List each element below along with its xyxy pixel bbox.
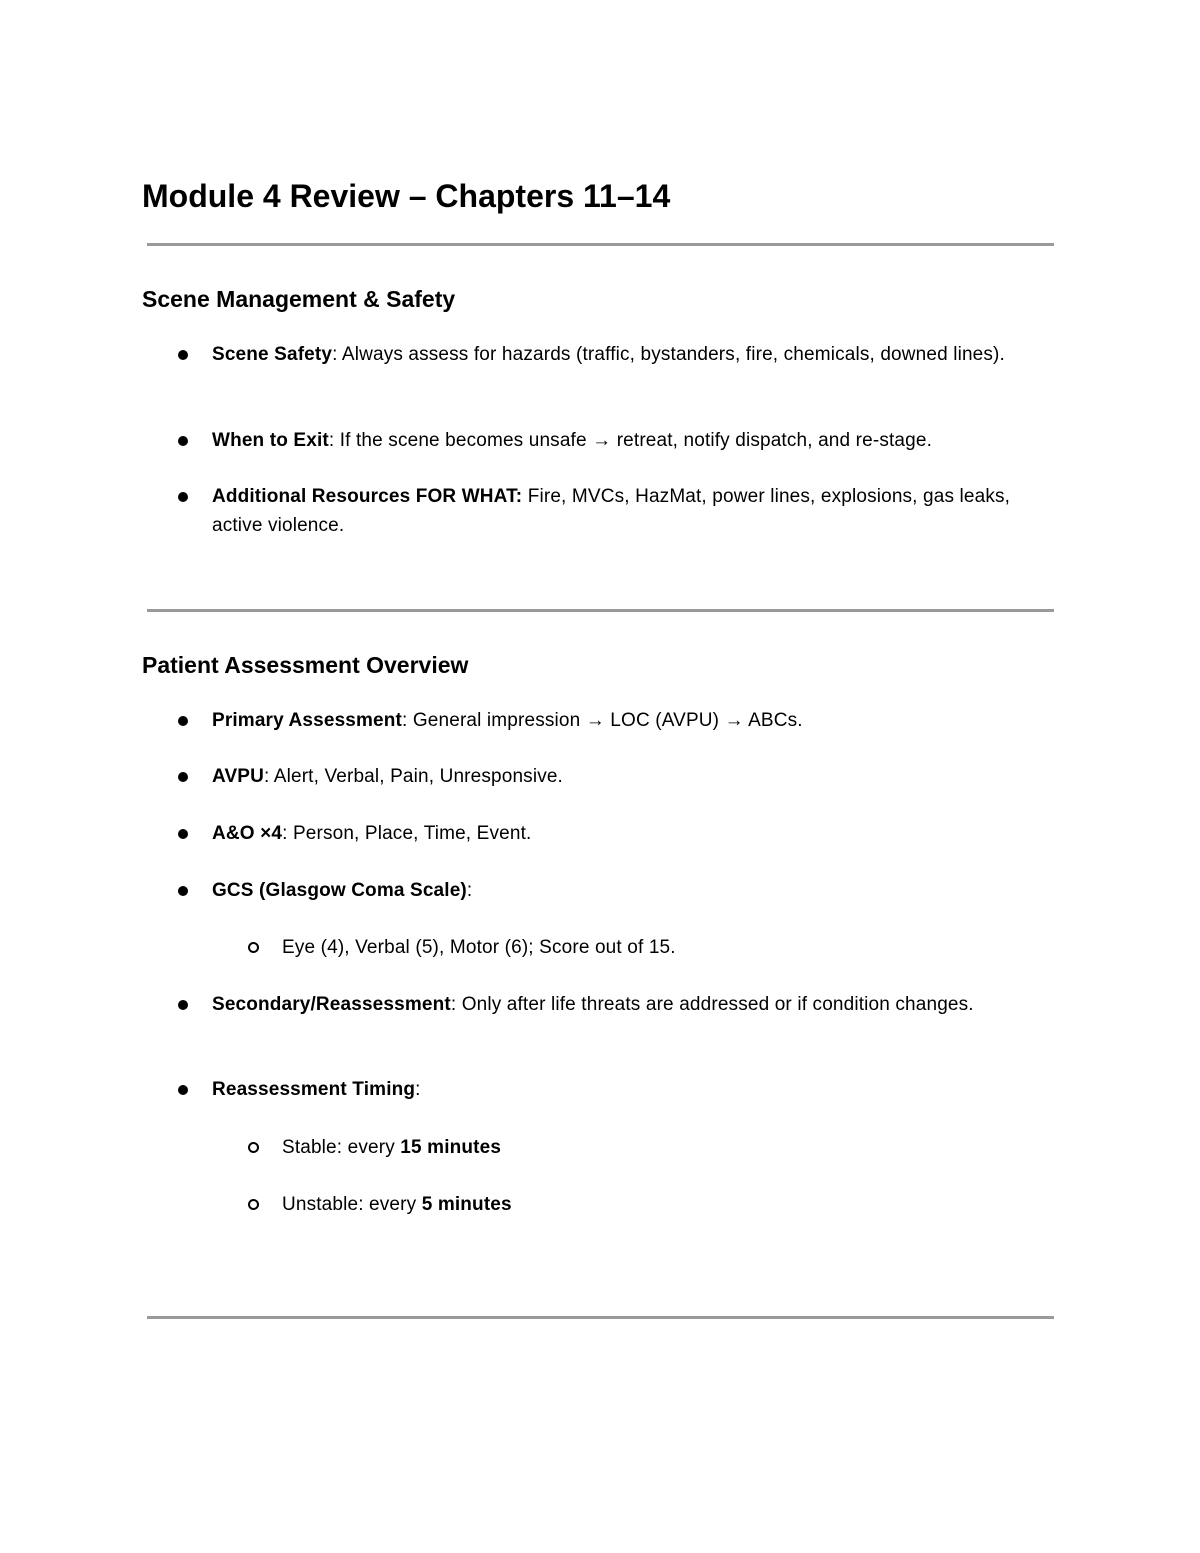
item-label: Primary Assessment (212, 710, 402, 731)
page-title: Module 4 Review – Chapters 11–14 (142, 178, 671, 214)
horizontal-rule (147, 1316, 1054, 1319)
list-item-scene-safety (212, 340, 1052, 369)
list-item-reassessment-timing (212, 1075, 1052, 1104)
item-label: Secondary/Reassessment (212, 994, 451, 1015)
bullet-icon (178, 886, 188, 896)
section-heading-scene-management: Scene Management & Safety (142, 286, 456, 312)
sub-bullet-icon (248, 1199, 259, 1210)
sub-item-emphasis: 5 minutes (421, 1194, 512, 1215)
item-text: Only after life threats are addressed or if condition changes. (461, 994, 974, 1015)
item-text: Always assess for hazards (traffic, bystanders, fire, chemicals, downed lines). (341, 344, 1005, 365)
bullet-icon (178, 436, 188, 446)
item-text: If the scene becomes unsafe → retreat, notify dispatch, and re-stage. (339, 430, 932, 451)
item-label: Reassessment Timing (212, 1079, 416, 1100)
item-text: Person, Place, Time, Event. (292, 823, 532, 844)
item-label: Scene Safety (212, 344, 333, 365)
sub-item-text: Unstable: every (282, 1194, 422, 1215)
item-separator: : (263, 766, 274, 787)
item-label: A&O ×4 (212, 823, 283, 844)
item-text: General impression → LOC (AVPU) → ABCs. (412, 710, 803, 731)
section-heading-patient-assessment: Patient Assessment Overview (142, 652, 469, 678)
bullet-icon (178, 716, 188, 726)
item-separator: : (466, 880, 473, 901)
bullet-icon (178, 829, 188, 839)
sub-bullet-icon (248, 1142, 259, 1153)
list-item-gcs (212, 876, 1052, 905)
sub-list-item-gcs-components: Eye (4), Verbal (5), Motor (6); Score out of 15. (282, 937, 676, 958)
sub-item-text: Stable: every (282, 1137, 401, 1158)
list-item-secondary-reassessment (212, 990, 1052, 1019)
item-separator: : (328, 430, 340, 451)
bullet-icon (178, 772, 188, 782)
item-separator: : (450, 994, 462, 1015)
sub-list-item-unstable (282, 1190, 1052, 1219)
item-label: When to Exit (212, 430, 329, 451)
sub-list-item-stable (282, 1133, 1052, 1162)
horizontal-rule (147, 609, 1054, 612)
bullet-icon (178, 492, 188, 502)
bullet-icon (178, 1085, 188, 1095)
item-separator: : (402, 710, 413, 731)
item-text: Fire, MVCs, HazMat, power lines, explosions, gas leaks, active violence. (212, 486, 1011, 536)
bullet-icon (178, 350, 188, 360)
horizontal-rule (147, 243, 1054, 246)
list-item-avpu (212, 762, 1052, 791)
item-label: GCS (Glasgow Coma Scale) (212, 880, 467, 901)
item-separator: : (415, 1079, 421, 1100)
item-label: AVPU (212, 766, 264, 787)
item-separator: : (282, 823, 293, 844)
list-item-primary-assessment (212, 706, 1052, 735)
list-item-additional-resources (212, 482, 1052, 540)
sub-item-emphasis: 15 minutes (400, 1137, 502, 1158)
item-text: Alert, Verbal, Pain, Unresponsive. (273, 766, 563, 787)
sub-bullet-icon (248, 942, 259, 953)
item-label: Additional Resources FOR WHAT: (212, 486, 523, 507)
list-item-a-and-o (212, 819, 1052, 848)
bullet-icon (178, 1000, 188, 1010)
item-separator: : (332, 344, 342, 365)
list-item-when-to-exit (212, 426, 1052, 455)
